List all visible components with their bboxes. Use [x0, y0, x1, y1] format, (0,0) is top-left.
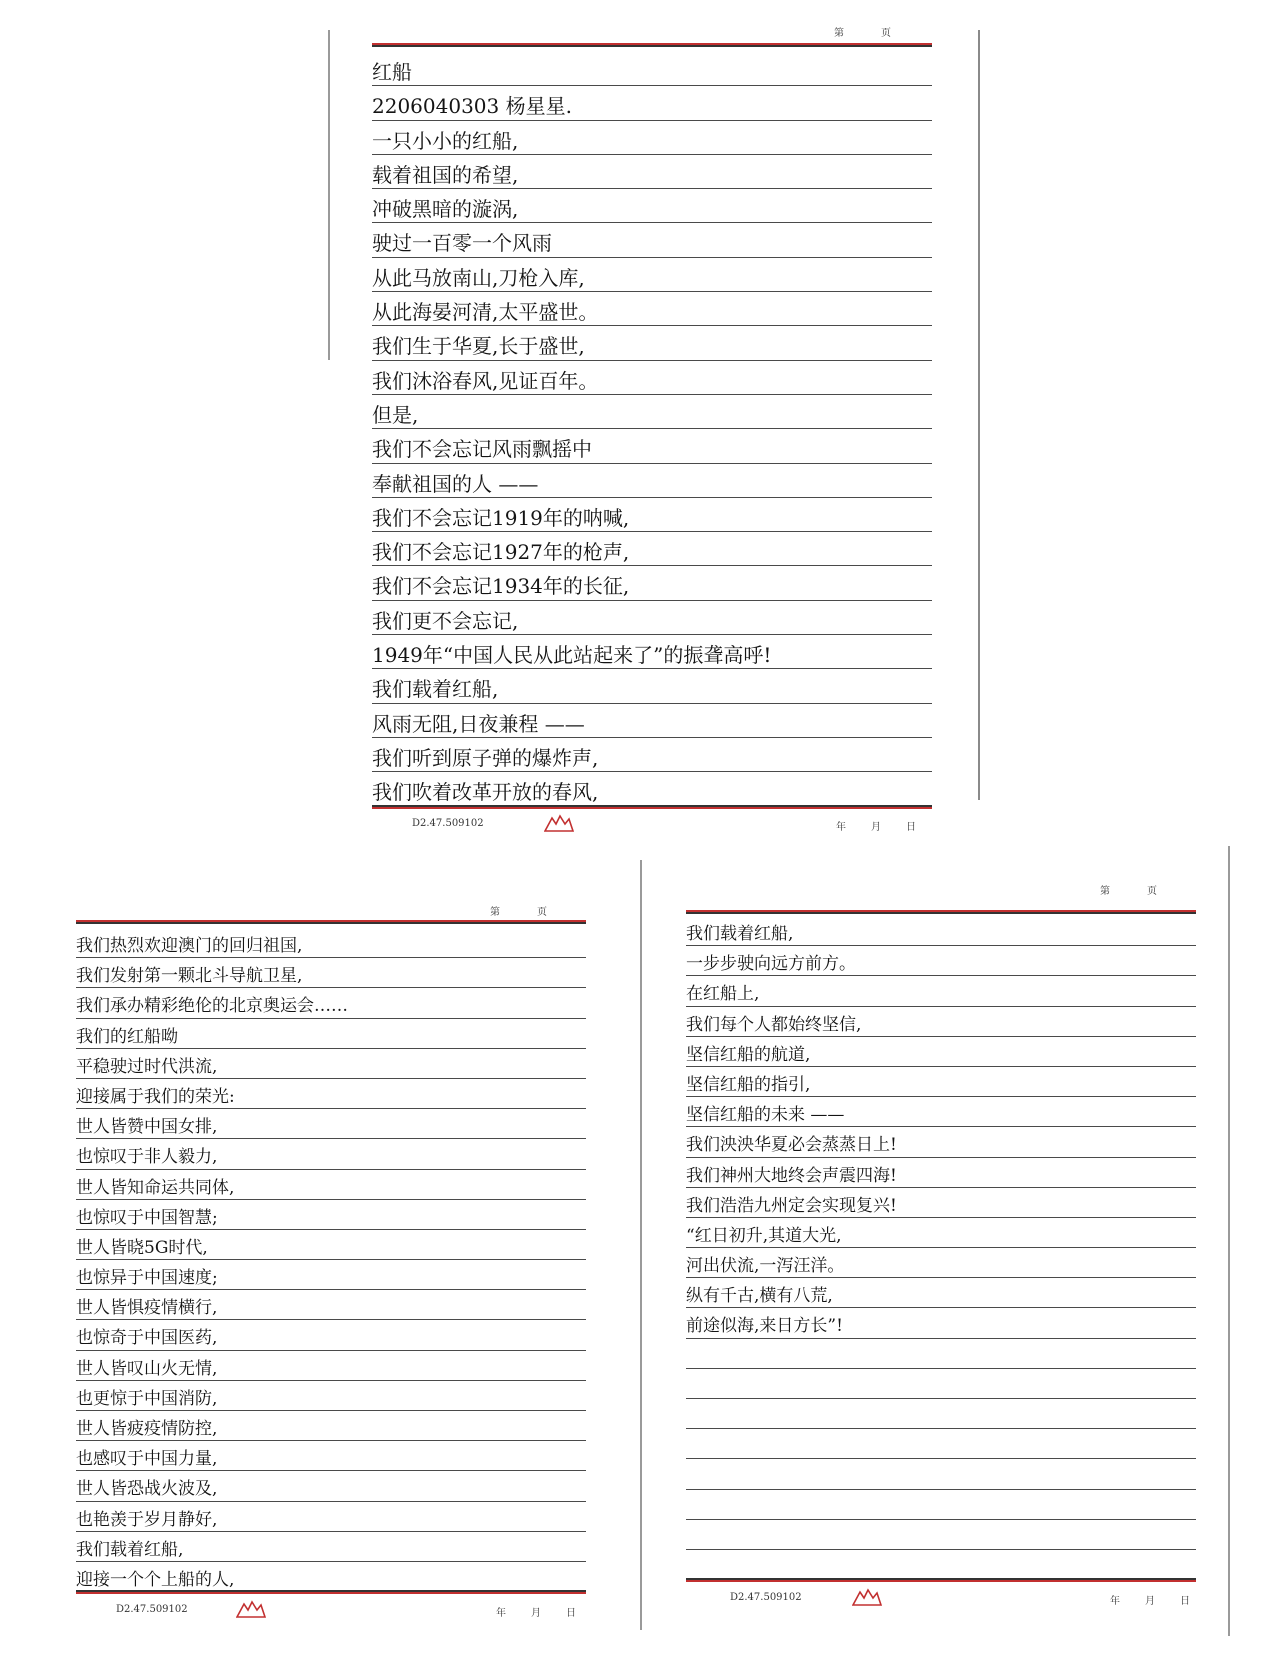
- writing-line: 红船: [372, 52, 932, 86]
- writing-line: 我们吹着改革开放的春风,: [372, 772, 932, 806]
- page-footer: [372, 816, 932, 836]
- page-3-right-edge: [1228, 846, 1230, 1636]
- page-1-left-edge: [328, 30, 330, 360]
- writing-line: 我们载着红船,: [76, 1532, 586, 1562]
- writing-line: 我们发射第一颗北斗导航卫星,: [76, 958, 586, 988]
- writing-line: 世人皆恐战火波及,: [76, 1471, 586, 1501]
- writing-line: 我们浩浩九州定会实现复兴!: [686, 1188, 1196, 1218]
- writing-line: 河出伏流,一泻汪洋。: [686, 1248, 1196, 1278]
- bottom-red-rule: [372, 805, 932, 809]
- writing-line: 迎接属于我们的荣光:: [76, 1079, 586, 1109]
- bottom-red-rule: [686, 1578, 1196, 1582]
- page-number-header: 第 页: [490, 907, 548, 918]
- date-field: 年 月 日: [1110, 1596, 1191, 1607]
- writing-line: 我们载着红船,: [372, 669, 932, 703]
- writing-line: 载着祖国的希望,: [372, 155, 932, 189]
- writing-line: 我们泱泱华夏必会蒸蒸日上!: [686, 1127, 1196, 1157]
- writing-line: 也艳羡于岁月静好,: [76, 1502, 586, 1532]
- writing-line: 前途似海,来日方长”!: [686, 1308, 1196, 1338]
- writing-line: 从此海晏河清,太平盛世。: [372, 292, 932, 326]
- top-red-rule: [76, 920, 586, 924]
- writing-line: 世人皆晓5G时代,: [76, 1230, 586, 1260]
- notebook-code: D2.47.509102: [730, 1592, 802, 1603]
- writing-line: 也惊叹于非人毅力,: [76, 1139, 586, 1169]
- writing-line: 我们每个人都始终坚信,: [686, 1007, 1196, 1037]
- writing-line: 也惊奇于中国医药,: [76, 1320, 586, 1350]
- writing-line: 一只小小的红船,: [372, 121, 932, 155]
- writing-line: 我们沐浴春风,见证百年。: [372, 361, 932, 395]
- writing-line: 我们神州大地终会声震四海!: [686, 1158, 1196, 1188]
- top-red-rule: [372, 43, 932, 47]
- page-footer: [686, 1590, 1196, 1610]
- writing-line: 我们不会忘记风雨飘摇中: [372, 429, 932, 463]
- writing-line: 我们承办精彩绝伦的北京奥运会……: [76, 988, 586, 1018]
- writing-line: 我们不会忘记1919年的呐喊,: [372, 498, 932, 532]
- writing-line: 我们更不会忘记,: [372, 601, 932, 635]
- page-number-header: 第 页: [834, 28, 892, 39]
- writing-line: 我们载着红船,: [686, 916, 1196, 946]
- writing-line: 冲破黑暗的漩涡,: [372, 189, 932, 223]
- brand-logo-icon: [236, 1600, 266, 1618]
- date-field: 年 月 日: [836, 822, 917, 833]
- date-field: 年 月 日: [496, 1608, 577, 1619]
- brand-logo-icon: [544, 814, 574, 832]
- writing-line: [686, 1550, 1196, 1580]
- writing-line: 世人皆惧疫情横行,: [76, 1290, 586, 1320]
- notebook-page-2: [76, 900, 586, 1620]
- writing-line: 坚信红船的航道,: [686, 1037, 1196, 1067]
- writing-line: 纵有千古,横有八荒,: [686, 1278, 1196, 1308]
- writing-line: 一步步驶向远方前方。: [686, 946, 1196, 976]
- writing-line: 我们听到原子弹的爆炸声,: [372, 738, 932, 772]
- writing-lines: [372, 52, 932, 807]
- writing-line: 我们不会忘记1934年的长征,: [372, 566, 932, 600]
- writing-line: 2206040303 杨星星.: [372, 86, 932, 120]
- notebook-page-1: [372, 28, 932, 833]
- writing-line: 也惊异于中国速度;: [76, 1260, 586, 1290]
- writing-line: 世人皆知命运共同体,: [76, 1170, 586, 1200]
- page-footer: [76, 1602, 586, 1622]
- writing-line: 驶过一百零一个风雨: [372, 223, 932, 257]
- writing-line: 风雨无阻,日夜兼程 ——: [372, 704, 932, 738]
- writing-line: 世人皆叹山火无情,: [76, 1351, 586, 1381]
- top-red-rule: [686, 910, 1196, 914]
- writing-line: 我们的红船呦: [76, 1019, 586, 1049]
- writing-line: 迎接一个个上船的人,: [76, 1562, 586, 1592]
- notebook-code: D2.47.509102: [412, 818, 484, 829]
- writing-line: 我们生于华夏,长于盛世,: [372, 326, 932, 360]
- notebook-code: D2.47.509102: [116, 1604, 188, 1615]
- writing-line: [686, 1429, 1196, 1459]
- writing-line: [686, 1459, 1196, 1489]
- writing-line: 世人皆疲疫情防控,: [76, 1411, 586, 1441]
- writing-line: [686, 1369, 1196, 1399]
- writing-line: 坚信红船的未来 ——: [686, 1097, 1196, 1127]
- writing-line: 平稳驶过时代洪流,: [76, 1049, 586, 1079]
- brand-logo-icon: [852, 1588, 882, 1606]
- writing-line: “红日初升,其道大光,: [686, 1218, 1196, 1248]
- writing-line: 也感叹于中国力量,: [76, 1441, 586, 1471]
- writing-line: 世人皆赞中国女排,: [76, 1109, 586, 1139]
- writing-line: 奉献祖国的人 ——: [372, 464, 932, 498]
- writing-line: 坚信红船的指引,: [686, 1067, 1196, 1097]
- writing-line: [686, 1339, 1196, 1369]
- writing-line: 我们热烈欢迎澳门的回归祖国,: [76, 928, 586, 958]
- bottom-red-rule: [76, 1590, 586, 1594]
- page-1-right-edge: [978, 30, 980, 800]
- writing-line: [686, 1520, 1196, 1550]
- writing-line: 从此马放南山,刀枪入库,: [372, 258, 932, 292]
- writing-line: 也惊叹于中国智慧;: [76, 1200, 586, 1230]
- writing-line: 也更惊于中国消防,: [76, 1381, 586, 1411]
- writing-line: 1949年“中国人民从此站起来了”的振聋高呼!: [372, 635, 932, 669]
- writing-line: [686, 1490, 1196, 1520]
- writing-line: 但是,: [372, 395, 932, 429]
- page-2-right-edge: [640, 860, 642, 1630]
- writing-line: 在红船上,: [686, 976, 1196, 1006]
- page-number-header: 第 页: [1100, 886, 1158, 897]
- writing-lines: [686, 916, 1196, 1580]
- notebook-page-3: [686, 882, 1196, 1612]
- writing-line: 我们不会忘记1927年的枪声,: [372, 532, 932, 566]
- writing-lines: [76, 928, 586, 1592]
- writing-line: [686, 1399, 1196, 1429]
